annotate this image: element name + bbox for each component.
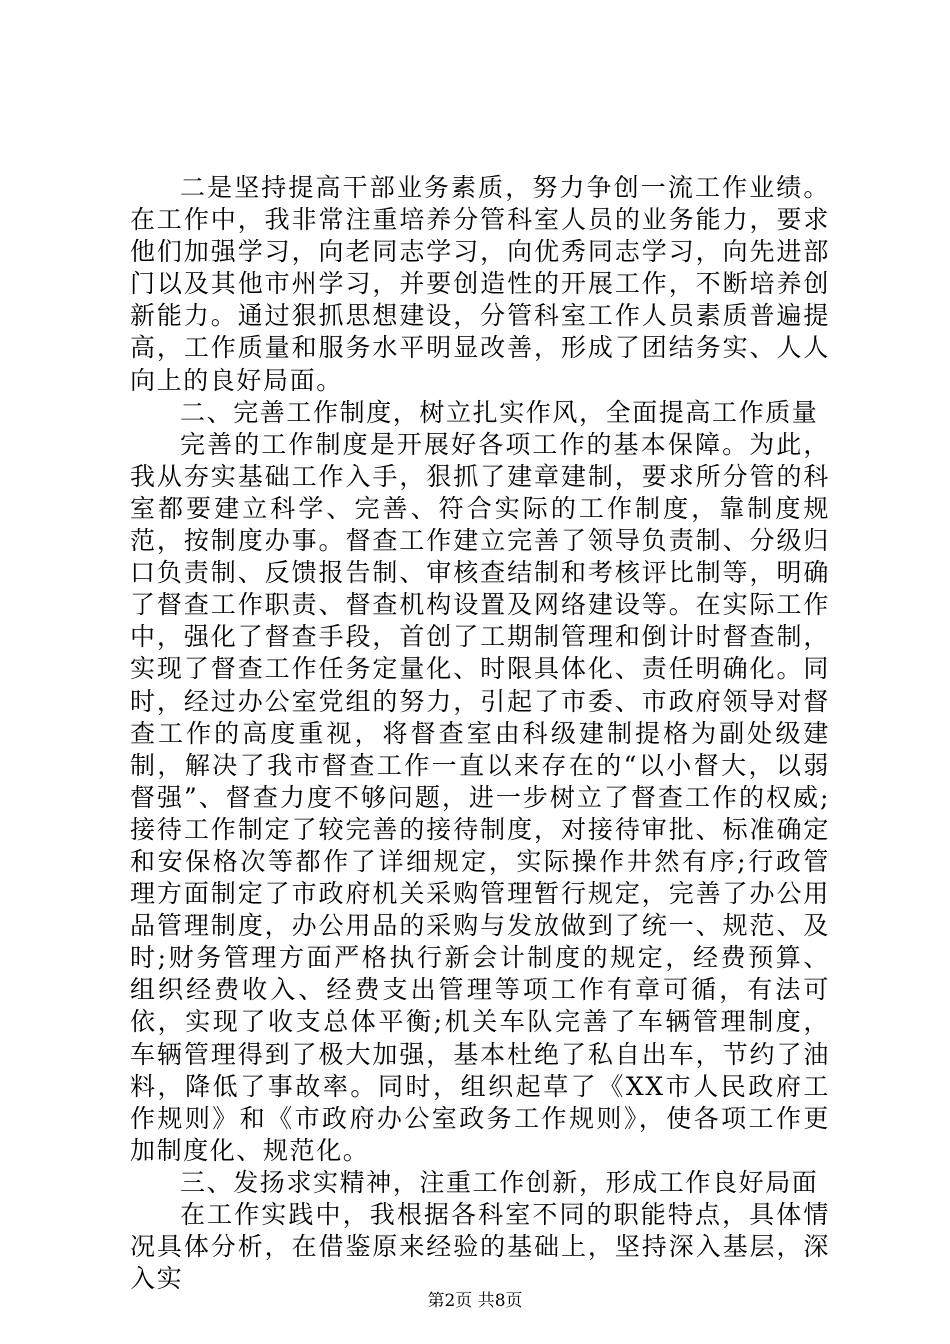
paragraph-2: 完善的工作制度是开展好各项工作的基本保障。为此，我从夯实基础工作入手，狠抓了建章建制，要求所分管的科室都要建立科学、完善、符合实际的工作制度，靠制度规范，按制度办事。督查工作建立完善了领导负责制、分级归口负责制、反馈报告制、审核查结制和考核评比制等，明确了督查工作职责、督查机构设置及网络建设等。在实际工作中，强化了督查手段，首创了工期制管理和倒计时督查制，实现了督查工作任务定量化、时限具体化、责任明确化。同时，经过办公室党组的努力，引起了市委、市政府领导对督查工作的高度重视，将督查室由科级建制提格为副处级建制，解决了我市督查工作一直以来存在的“以小督大，以弱督强”、督查力度不够问题，进一步树立了督查工作的权威;接待工作制定了较完善的接待制度，对接待审批、标准确定和安保格次等都作了详细规定，实际操作井然有序;行政管理方面制定了市政府机关采购管理暂行规定，完善了办公用品管理制度，办公用品的采购与发放做到了统一、规范、及时;财务管理方面严格执行新会计制度的规定，经费预算、组织经费收入、经费支出管理等项工作有章可循，有法可依，实现了收支总体平衡;机关车队完善了车辆管理制度，车辆管理得到了极大加强，基本杜绝了私自出车，节约了油料，降低了事故率。同时，组织起草了《XX市人民政府工作规则》和《市政府办公室政务工作规则》，使各项工作更加制度化、规范化。: [130, 429, 830, 1165]
section-heading-3: 三、发扬求实精神，注重工作创新，形成工作良好局面: [180, 1167, 819, 1197]
document-body: [130, 172, 830, 1295]
section-heading-2: 二、完善工作制度，树立扎实作风，全面提高工作质量: [180, 397, 819, 427]
paragraph-1: 二是坚持提高干部业务素质，努力争创一流工作业绩。在工作中，我非常注重培养分管科室人员的业务能力，要求他们加强学习，向老同志学习，向优秀同志学习，向先进部门以及其他市州学习，并要创造性的开展工作，不断培养创新能力。通过狠抓思想建设，分管科室工作人员素质普遍提高，工作质量和服务水平明显改善，形成了团结务实、人人向上的良好局面。: [130, 173, 830, 395]
paragraph-3: 在工作实践中，我根据各科室不同的职能特点，具体情况具体分析，在借鉴原来经验的基础上，坚持深入基层，深入实: [130, 1200, 830, 1294]
page-footer: 第2页 共8页: [427, 1291, 523, 1311]
